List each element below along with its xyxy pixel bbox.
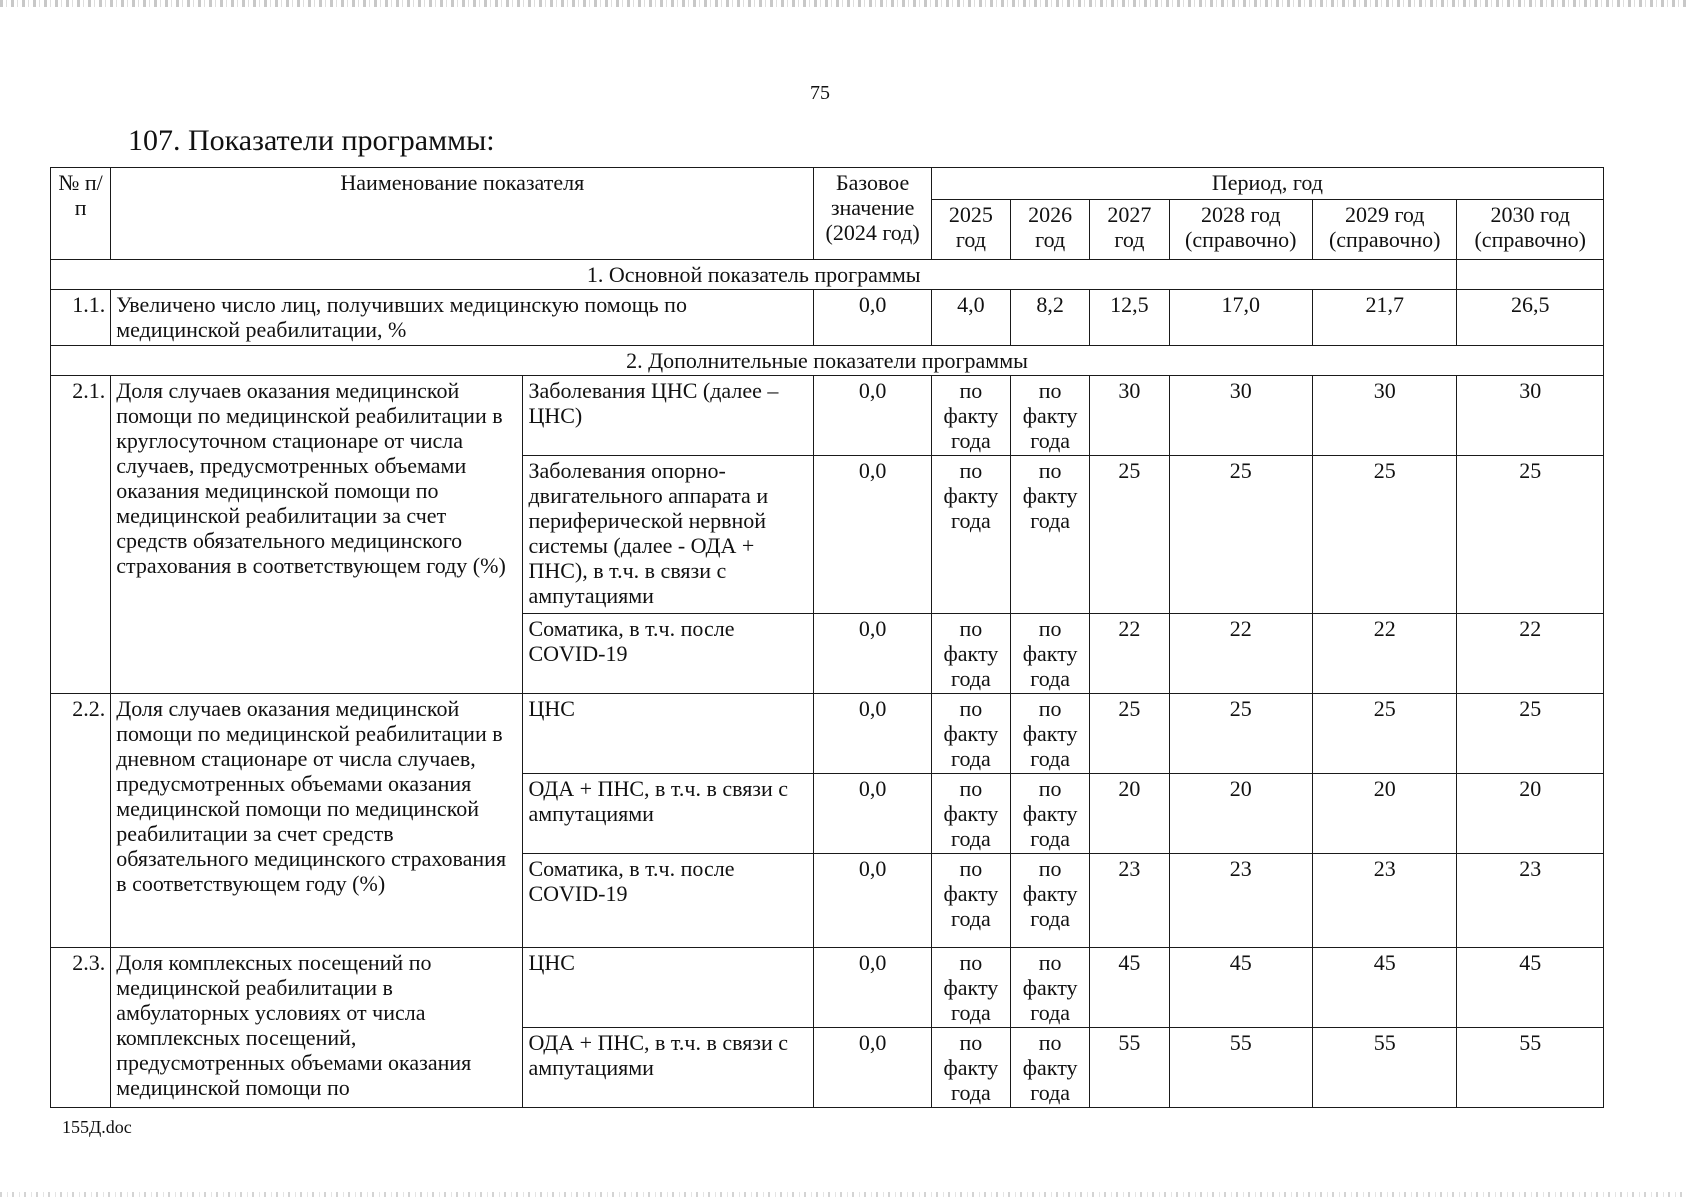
value-2028: 20 bbox=[1169, 774, 1312, 854]
row-num: 2.3. bbox=[51, 948, 111, 1108]
value-2025: по факту года bbox=[931, 854, 1010, 948]
base-value: 0,0 bbox=[814, 774, 931, 854]
row-num: 2.1. bbox=[51, 376, 111, 694]
table-row bbox=[51, 290, 1604, 346]
value-2029: 25 bbox=[1312, 456, 1456, 614]
sub-indicator: ОДА + ПНС, в т.ч. в связи с ампутациями bbox=[523, 774, 814, 854]
base-value: 0,0 bbox=[814, 456, 931, 614]
scan-edge-bottom bbox=[0, 1192, 1686, 1197]
value-2028: 23 bbox=[1169, 854, 1312, 948]
value-2029: 22 bbox=[1312, 614, 1456, 694]
value-2029: 55 bbox=[1312, 1028, 1456, 1108]
value-2027: 25 bbox=[1090, 456, 1169, 614]
value-2029: 30 bbox=[1312, 376, 1456, 456]
value-2026: по факту года bbox=[1011, 694, 1090, 774]
value-2026: по факту года bbox=[1011, 774, 1090, 854]
row-num: 2.2. bbox=[51, 694, 111, 948]
value-2027: 25 bbox=[1090, 694, 1169, 774]
value-2025: по факту года bbox=[931, 1028, 1010, 1108]
table-header-row bbox=[51, 168, 1604, 200]
header-year-2029: 2029 год (справочно) bbox=[1312, 200, 1456, 260]
base-value: 0,0 bbox=[814, 948, 931, 1028]
value-2028: 55 bbox=[1169, 1028, 1312, 1108]
value-2025: по факту года bbox=[931, 948, 1010, 1028]
sub-indicator: ЦНС bbox=[523, 948, 814, 1028]
header-base: Базовое значение (2024 год) bbox=[814, 168, 931, 260]
base-value: 0,0 bbox=[814, 614, 931, 694]
value-2028: 25 bbox=[1169, 456, 1312, 614]
header-year-2027: 2027 год bbox=[1090, 200, 1169, 260]
value-2028: 17,0 bbox=[1169, 290, 1312, 346]
table-row bbox=[51, 376, 1604, 456]
value-2029: 23 bbox=[1312, 854, 1456, 948]
value-2030: 22 bbox=[1457, 614, 1604, 694]
value-2025: 4,0 bbox=[931, 290, 1010, 346]
base-value: 0,0 bbox=[814, 376, 931, 456]
value-2026: по факту года bbox=[1011, 456, 1090, 614]
value-2028: 25 bbox=[1169, 694, 1312, 774]
value-2026: по факту года bbox=[1011, 854, 1090, 948]
table-row bbox=[51, 694, 1604, 774]
value-2026: по факту года bbox=[1011, 948, 1090, 1028]
value-2029: 45 bbox=[1312, 948, 1456, 1028]
sub-indicator: ЦНС bbox=[523, 694, 814, 774]
value-2029: 21,7 bbox=[1312, 290, 1456, 346]
section-title-main: 1. Основной показатель программы bbox=[51, 260, 1457, 290]
base-value: 0,0 bbox=[814, 290, 931, 346]
value-2027: 55 bbox=[1090, 1028, 1169, 1108]
value-2029: 20 bbox=[1312, 774, 1456, 854]
value-2025: по факту года bbox=[931, 376, 1010, 456]
base-value: 0,0 bbox=[814, 854, 931, 948]
value-2027: 12,5 bbox=[1090, 290, 1169, 346]
sub-indicator: Соматика, в т.ч. после COVID-19 bbox=[523, 854, 814, 948]
indicator-name: Доля случаев оказания медицинской помощи по медицинской реабилитации в круглосуточном стационаре от числа случаев, предусмотренных объемами оказания медицинской помощи по медицинской реабилитации за счет средств обязательного медицинского страхования в соответствующем году (%) bbox=[111, 376, 523, 694]
header-year-2026: 2026 год bbox=[1011, 200, 1090, 260]
header-year-2028: 2028 год (справочно) bbox=[1169, 200, 1312, 260]
value-2025: по факту года bbox=[931, 614, 1010, 694]
value-2026: по факту года bbox=[1011, 614, 1090, 694]
value-2025: по факту года bbox=[931, 694, 1010, 774]
value-2028: 30 bbox=[1169, 376, 1312, 456]
sub-indicator: Заболевания ЦНС (далее – ЦНС) bbox=[523, 376, 814, 456]
indicators-table bbox=[50, 167, 1604, 1108]
value-2029: 25 bbox=[1312, 694, 1456, 774]
value-2030: 25 bbox=[1457, 694, 1604, 774]
value-2027: 20 bbox=[1090, 774, 1169, 854]
row-num: 1.1. bbox=[51, 290, 111, 346]
sub-indicator: ОДА + ПНС, в т.ч. в связи с ампутациями bbox=[523, 1028, 814, 1108]
page-number: 75 bbox=[810, 82, 830, 104]
section-empty-cell bbox=[1457, 260, 1604, 290]
base-value: 0,0 bbox=[814, 694, 931, 774]
section-heading: 107. Показатели программы: bbox=[128, 124, 495, 157]
section-row bbox=[51, 346, 1604, 376]
indicator-name: Увеличено число лиц, получивших медицинскую помощь по медицинской реабилитации, % bbox=[111, 290, 814, 346]
value-2030: 25 bbox=[1457, 456, 1604, 614]
header-year-2030: 2030 год (справочно) bbox=[1457, 200, 1604, 260]
value-2028: 45 bbox=[1169, 948, 1312, 1028]
table-row bbox=[51, 948, 1604, 1028]
value-2030: 45 bbox=[1457, 948, 1604, 1028]
scan-edge-top bbox=[0, 0, 1686, 7]
indicator-name: Доля случаев оказания медицинской помощи по медицинской реабилитации в дневном стационаре от числа случаев, предусмотренных объемами оказания медицинской помощи по медицинской реабилитации за счет средств обязательного медицинского страхования в соответствующем году (%) bbox=[111, 694, 523, 948]
base-value: 0,0 bbox=[814, 1028, 931, 1108]
value-2025: по факту года bbox=[931, 456, 1010, 614]
value-2028: 22 bbox=[1169, 614, 1312, 694]
value-2025: по факту года bbox=[931, 774, 1010, 854]
value-2026: по факту года bbox=[1011, 376, 1090, 456]
value-2030: 26,5 bbox=[1457, 290, 1604, 346]
value-2030: 30 bbox=[1457, 376, 1604, 456]
value-2027: 22 bbox=[1090, 614, 1169, 694]
value-2026: по факту года bbox=[1011, 1028, 1090, 1108]
value-2030: 23 bbox=[1457, 854, 1604, 948]
value-2027: 45 bbox=[1090, 948, 1169, 1028]
header-name: Наименование показателя bbox=[111, 168, 814, 260]
value-2026: 8,2 bbox=[1011, 290, 1090, 346]
section-row bbox=[51, 260, 1604, 290]
value-2027: 30 bbox=[1090, 376, 1169, 456]
value-2027: 23 bbox=[1090, 854, 1169, 948]
value-2030: 20 bbox=[1457, 774, 1604, 854]
value-2030: 55 bbox=[1457, 1028, 1604, 1108]
sub-indicator: Заболевания опорно-двигательного аппарата и периферической нервной системы (далее - ОДА + ПНС), в т.ч. в связи с ампутациями bbox=[523, 456, 814, 614]
footer-filename: 155Д.doc bbox=[62, 1117, 132, 1137]
indicator-name: Доля комплексных посещений по медицинской реабилитации в амбулаторных условиях от числа комплексных посещений, предусмотренных объемами оказания медицинской помощи по bbox=[111, 948, 523, 1108]
sub-indicator: Соматика, в т.ч. после COVID-19 bbox=[523, 614, 814, 694]
section-title-additional: 2. Дополнительные показатели программы bbox=[51, 346, 1604, 376]
header-period: Период, год bbox=[931, 168, 1603, 200]
header-num: № п/п bbox=[51, 168, 111, 260]
header-year-2025: 2025 год bbox=[931, 200, 1010, 260]
